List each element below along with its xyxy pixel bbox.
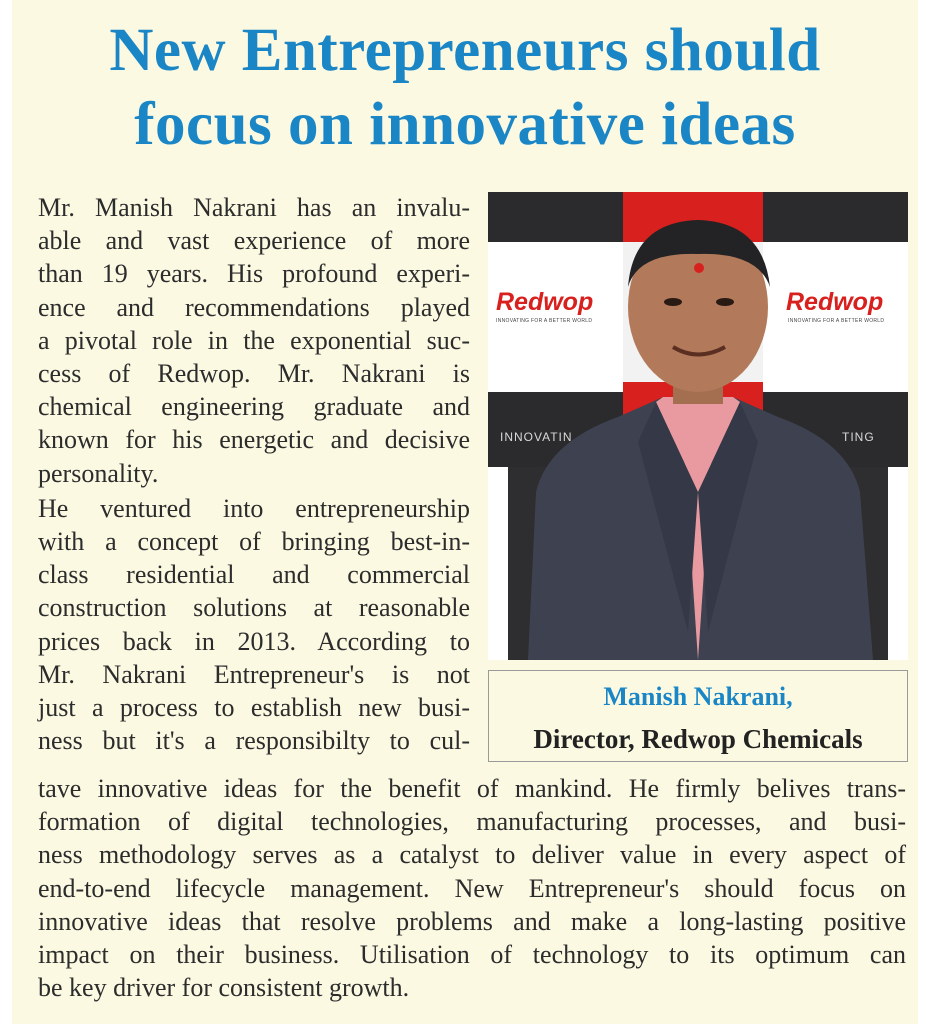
bottom-text-column [38, 772, 906, 1004]
redwop-logo-right: Redwop [786, 288, 884, 316]
text-line: Mr. Nakrani Entrepreneur's is not [38, 659, 470, 689]
article-headline [12, 14, 918, 162]
text-line: He ventured into entrepreneurship [38, 493, 470, 523]
photo-caption [488, 670, 908, 762]
logo-tagline-right: INNOVATING FOR A BETTER WORLD [788, 318, 885, 324]
text-line: class residential and commercial [38, 560, 470, 590]
headline-line-1: New Entrepreneurs should [109, 17, 821, 84]
text-line: than 19 years. His profound experi- [38, 259, 470, 289]
text-line: ence and recommendations played [38, 292, 470, 322]
text-line: formation of digital technologies, manufacturing processes, and busi- [38, 807, 906, 837]
text-line: cess of Redwop. Mr. Nakrani is [38, 359, 470, 389]
headline-line-2: focus on innovative ideas [134, 91, 796, 158]
text-line: impact on their business. Utilisation of technology to its optimum can [38, 940, 906, 970]
text-line: ness methodology serves as a catalyst to deliver value in every aspect of [38, 840, 906, 870]
paragraph-2 [38, 492, 470, 758]
backdrop-text-right: TING [842, 430, 875, 444]
newspaper-page [12, 0, 918, 1024]
text-line: end-to-end lifecycle management. New Entrepreneur's should focus on [38, 873, 906, 903]
text-line: just a process to establish new busi- [38, 693, 470, 723]
text-line: be key driver for consistent growth. [38, 973, 410, 1003]
paragraph-2-continued [38, 772, 906, 1004]
text-line: chemical engineering graduate and [38, 392, 470, 422]
text-line: with a concept of bringing best-in- [38, 527, 470, 557]
caption-name: Manish Nakrani, [603, 682, 793, 711]
text-line: prices back in 2013. According to [38, 626, 470, 656]
text-line: a pivotal role in the exponential suc- [38, 325, 470, 355]
text-line: known for his energetic and decisive [38, 425, 470, 455]
left-text-column [38, 191, 470, 757]
text-line: tave innovative ideas for the benefit of mankind. He firmly belives trans- [38, 774, 906, 803]
text-line: innovative ideas that resolve problems and make a long-lasting positive [38, 906, 906, 936]
text-line: construction solutions at reasonable [38, 593, 470, 623]
paragraph-1 [38, 191, 470, 490]
text-line: ness but it's a responsibilty to cul- [38, 726, 470, 756]
text-line: personality. [38, 458, 159, 488]
portrait-photo [488, 192, 908, 660]
caption-title: Director, Redwop Chemicals [533, 724, 863, 754]
portrait-illustration [488, 192, 908, 660]
logo-tagline-left: INNOVATING FOR A BETTER WORLD [496, 318, 593, 324]
text-line: Mr. Manish Nakrani has an invalu- [38, 193, 470, 222]
backdrop-text-left: INNOVATIN [500, 430, 573, 444]
text-line: able and vast experience of more [38, 226, 470, 256]
redwop-logo-left: Redwop [496, 288, 594, 316]
